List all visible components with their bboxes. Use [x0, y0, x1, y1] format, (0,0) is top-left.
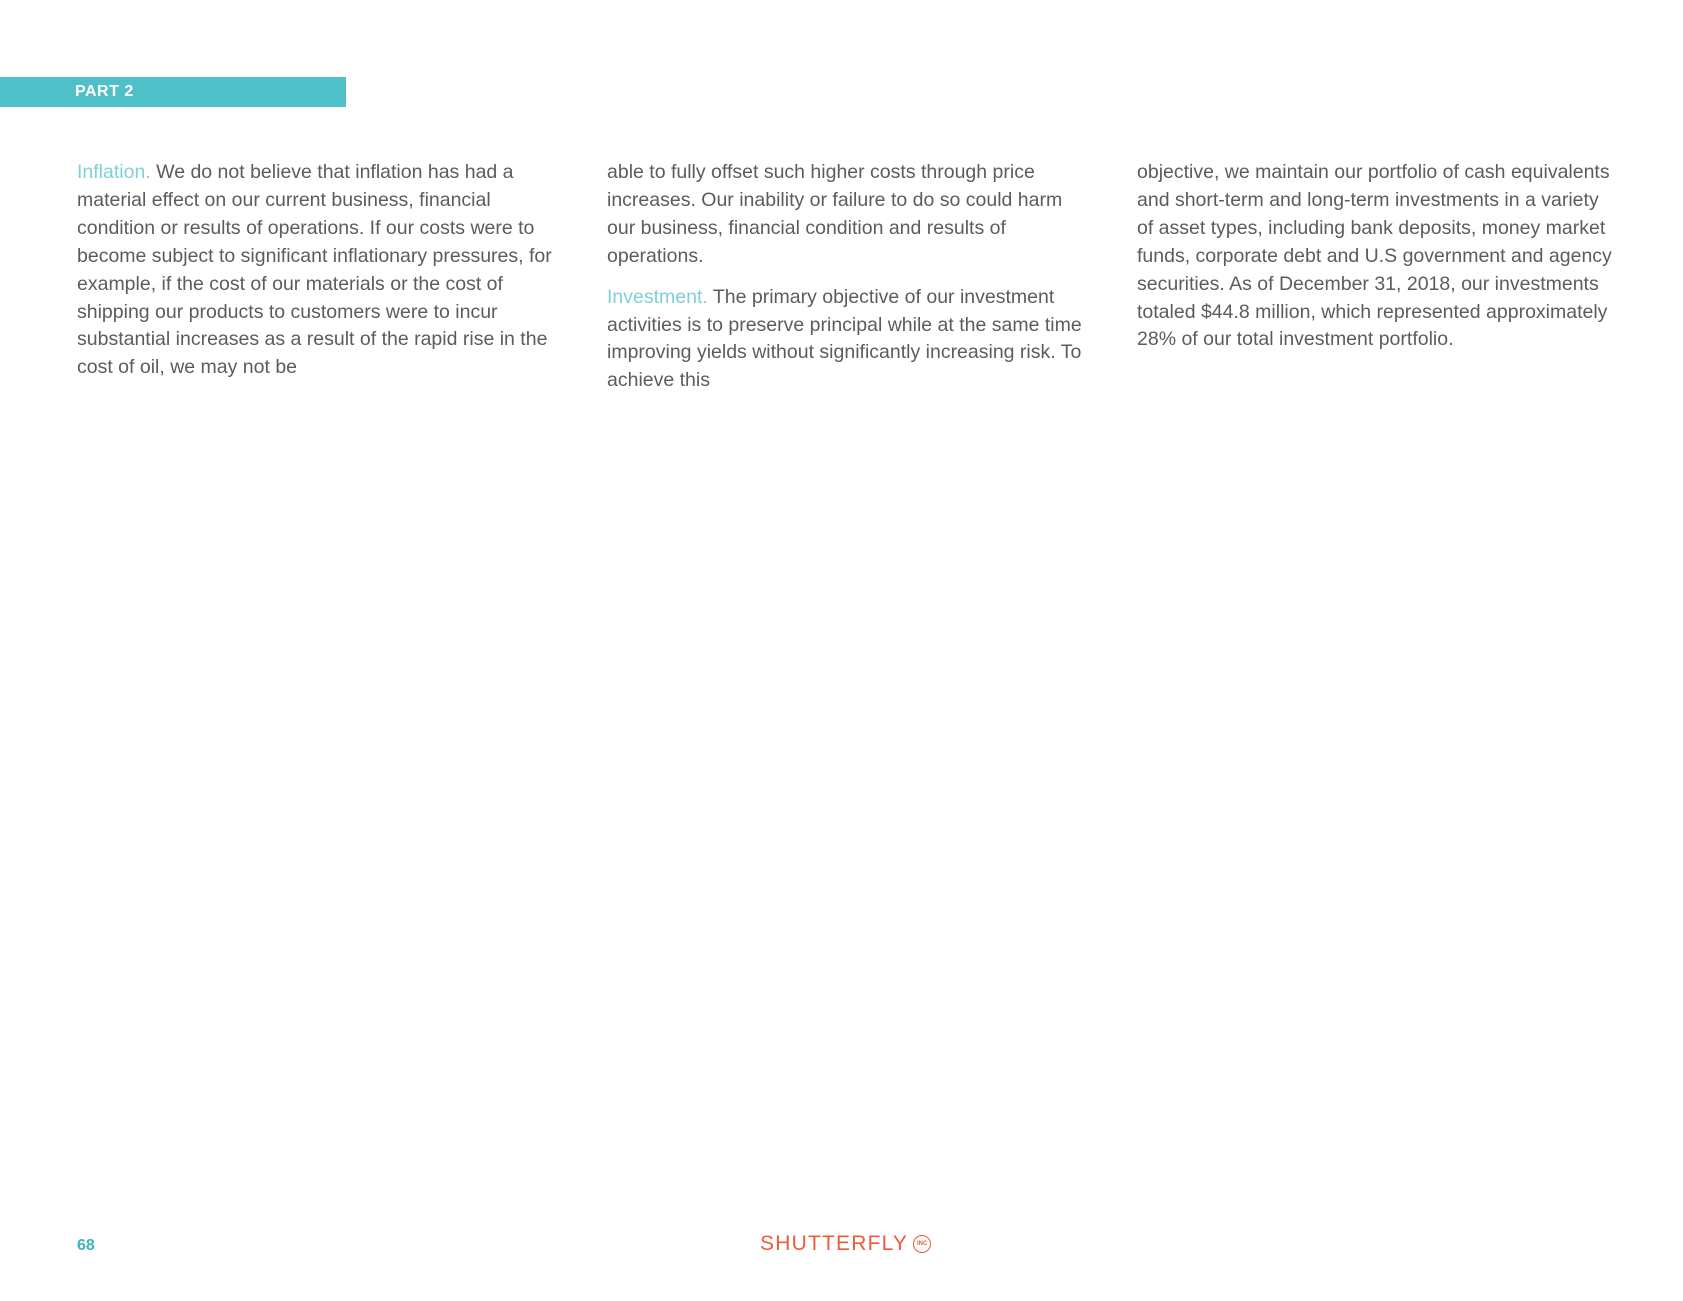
- investment-paragraph: [607, 284, 1087, 396]
- page-number: 68: [77, 1237, 95, 1254]
- investment-body: The primary objective of our investment activities is to preserve principal while at the same time improving yields without significantly increasing risk. To achieve this: [607, 285, 1082, 392]
- investment-continued-paragraph: [1137, 159, 1617, 354]
- inflation-heading: Inflation.: [77, 161, 151, 183]
- inflation-continued-body: able to fully offset such higher costs through price increases. Our inability or failure to do so could harm our business, financial condition and results of operations.: [607, 161, 1063, 267]
- investment-continued-body: objective, we maintain our portfolio of cash equivalents and short-term and long-term investments in a variety of asset types, including bank deposits, money market funds, corporate debt and U.S government and agency securities. As of December 31, 2018, our investments totaled $44.8 million, which represented approximately 28% of our total investment portfolio.: [1137, 161, 1612, 351]
- section-banner: [0, 77, 346, 107]
- section-label: PART 2: [75, 83, 134, 100]
- text-column-3: [1137, 159, 1617, 354]
- text-column-1: [77, 159, 557, 382]
- inflation-continued-paragraph: [607, 159, 1087, 271]
- investment-heading: Investment.: [607, 285, 708, 308]
- inflation-paragraph: [77, 159, 557, 382]
- text-column-2: [607, 159, 1087, 395]
- shutterfly-logo: [760, 1231, 931, 1257]
- inflation-body: We do not believe that inflation has had a material effect on our current business, financial condition or results of operations. If our costs were to become subject to significant inflationary pressures, for example, if the cost of our materials or the cost of shipping our products to customers were to incur substantial increases as a result of the rapid rise in the cost of oil, we may not be: [77, 161, 552, 379]
- inc-badge-icon: INC: [913, 1235, 931, 1253]
- logo-wordmark: SHUTTERFLY: [760, 1232, 909, 1255]
